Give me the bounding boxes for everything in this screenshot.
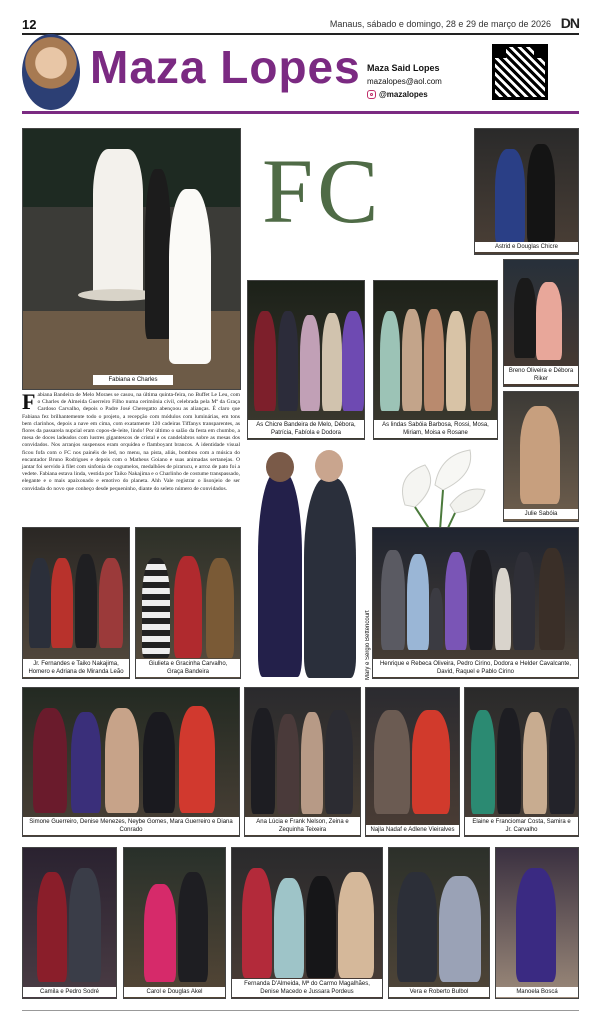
caption: Vera e Roberto Bulbol — [389, 987, 489, 997]
photo-manoela — [495, 847, 579, 999]
photo-breno — [503, 259, 579, 387]
caption: Astrid e Douglas Chicre — [475, 242, 578, 252]
caption: Julie Sabóia — [504, 509, 578, 519]
caption-vertical: Mary e Sérgio Bettencourt — [365, 610, 371, 680]
photo-chicre — [247, 280, 365, 440]
qr-code — [492, 44, 548, 100]
photo-elaine — [464, 687, 579, 837]
caption: Manoela Boscá — [496, 987, 578, 997]
caption: Elaine e Franciomar Costa, Samira e Jr. Carvalho — [465, 817, 578, 835]
instagram-icon — [367, 90, 376, 99]
caption: As Chicre Bandeira de Melo, Débora, Patrícia, Fabíola e Dodora — [248, 420, 364, 438]
caption: Ana Lúcia e Frank Nelson, Zeina e Zequinha Teixeira — [245, 817, 360, 835]
article-body — [22, 389, 240, 493]
photo-julie — [503, 391, 579, 522]
author-instagram — [367, 90, 428, 99]
caption: Henrique e Rebeca Oliveira, Pedro Cirino, Dodora e Helder Cavalcante, David, Raquel e Pablo Cirino — [373, 659, 578, 677]
photo-ana — [244, 687, 361, 837]
photo-main — [22, 128, 241, 390]
drop-cap: F — [22, 389, 36, 414]
author-email: mazalopes@aol.com — [367, 77, 442, 86]
footer-divider — [22, 1010, 579, 1011]
caption: Carol e Douglas Akel — [124, 987, 225, 997]
title-divider — [22, 111, 579, 114]
photo-jr — [22, 527, 130, 679]
column-title: Maza Lopes — [90, 41, 361, 93]
caption: Fabiana e Charles — [93, 375, 173, 385]
caption: Najla Nadaf e Adlene Vieiralves — [366, 825, 459, 835]
photo-lindas — [373, 280, 498, 440]
caption: Simone Guerreiro, Denise Menezes, Neybe Gomes, Mara Guerreiro e Diana Conrado — [23, 817, 239, 835]
caption: Giulieta e Gracinha Carvalho, Graça Bandeira — [136, 659, 240, 677]
photo-vera — [388, 847, 490, 999]
article-text: abiana Bandeira de Melo Moraes se casou, na última quinta-feira, no Buffet Le Leu, com o Charles de Almeida Guerreiro Filho numa cerimônia civil, celebrada pela Mª da Graça Cardoso Carvalho, depois o Padre José Cheregatto abençoou as alianças. É claro que Fabiana fez brilhantemente todo o projeto, a recepção com módulos com luminárias, em tons bem clarinhos, depois a nave em cima, com exatamente 120 cadeiras Tiffanys transparentes, as flores da passarela nupcial eram copos-de-leite, lindo! Por último o salão da festa em chumbo, a mesa de doces ladeados com lustres gigantescos de cristal e os candelabros sobre as mesas dos convidados. Nos arranjos suspensos eram orquídea e flamboyant brancos. A identidade visual ficou fofa com o FC nos painéis de led, no menu, na pista, aliás, bombou com a música do encantador Bruno Rodrigues e depois com o Matheus Goiano e suas animadas sertanejas. O jantar foi servido à filet com sinfonia de cogumelos, medalhões de pirarucu, e arroz de pato foi a vedete. Fabiana estava linda, vestida por Taiko Nakajima e o Charlinho de costume transpassado, elegante e o mais apaixonado e emotivo do planeta. Ahh Vale registrar o lisonjeio de ser convidada do novo que conheço desde pequeninho, diante do seleto número de convidados. — [22, 392, 240, 492]
caption: Fernanda D'Almeida, Mª do Carmo Magalhães, Denise Macedo e Jussara Pordeus — [232, 979, 382, 997]
caption: Camila e Pedro Sodré — [23, 987, 116, 997]
photo-giulieta — [135, 527, 241, 679]
photo-mary — [252, 442, 362, 682]
date-line: Manaus, sábado e domingo, 28 e 29 de março de 2026 — [329, 19, 551, 29]
header-divider — [22, 33, 579, 35]
fc-monogram: FC — [262, 140, 383, 242]
photo-astrid — [474, 128, 579, 255]
caption: Jr. Fernandes e Taiko Nakajima, Homero e Adriana de Miranda Leão — [23, 659, 129, 677]
caption: Breno Oliveira e Débora Riker — [504, 366, 578, 384]
page-number: 12 — [22, 17, 37, 32]
photo-simone — [22, 687, 240, 837]
photo-najla — [365, 687, 460, 837]
photo-henrique — [372, 527, 579, 679]
photo-carol — [123, 847, 226, 999]
caption: As lindas Sabóia Barbosa, Rossi, Mosa, Miriam, Moisa e Rosane — [374, 420, 497, 438]
calla-lily-icon — [385, 445, 495, 530]
instagram-handle: @mazalopes — [379, 90, 428, 99]
columnist-avatar — [22, 34, 80, 110]
photo-fernanda — [231, 847, 383, 999]
newspaper-logo: DN — [560, 15, 579, 31]
photo-camila — [22, 847, 117, 999]
author-name: Maza Said Lopes — [367, 63, 440, 73]
